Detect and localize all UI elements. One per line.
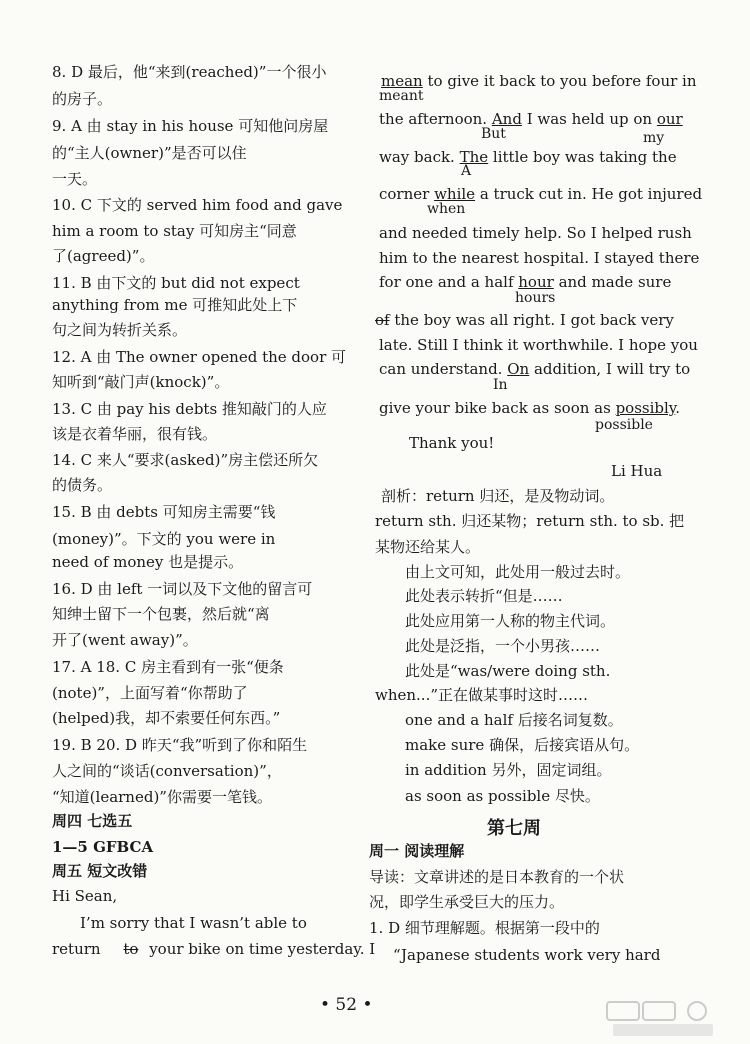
analysis-line7: 此处是泛指，一个小男孩…… <box>405 637 601 655</box>
letter-line12-a: can understand. <box>379 360 508 378</box>
analysis-line3: 某物还给某人。 <box>375 538 481 556</box>
letter-thanks: Thank you! <box>409 434 495 452</box>
answer-15-line2: (money)”。下文的 you were in <box>52 530 276 548</box>
error-and: And <box>491 110 522 128</box>
correction-when: when <box>427 201 466 217</box>
answer-14-line1: 14. C 来人“要求(asked)”房主偿还所欠 <box>52 451 319 469</box>
guide-line1: 导读：文章讲述的是日本教育的一个状 <box>369 868 625 886</box>
letter-line3-rest: to give it back to you before four in <box>422 72 697 90</box>
letter-line9-b: and made sure <box>553 273 672 291</box>
analysis-line2: return sth. 归还某物；return sth. to sb. 把 <box>375 512 685 530</box>
analysis-line10: one and a half 后接名词复数。 <box>405 711 623 729</box>
letter-line4-a: the afternoon. <box>379 110 492 128</box>
week5-heading: 周五 短文改错 <box>52 862 148 880</box>
error-possibly: possibly <box>615 399 676 417</box>
week7-title: 第七周 <box>487 818 541 839</box>
error-our: our <box>656 110 683 128</box>
letter-line13-a: give your bike back as soon as <box>379 399 616 417</box>
analysis-line12: in addition 另外，固定词组。 <box>405 761 612 779</box>
answer-8-line1: 8. D 最后，他“来到(reached)”一个很小 <box>52 63 327 81</box>
analysis-line4: 由上文可知，此处用一般过去时。 <box>405 563 631 581</box>
correction-possible: possible <box>595 417 653 433</box>
answer-16-line2: 知绅士留下一个包裹，然后就“离 <box>52 605 270 623</box>
answer-14-line2: 的债务。 <box>52 476 113 494</box>
analysis-line1: 剖析：return 归还，是及物动词。 <box>381 487 615 505</box>
page-number: • 52 • <box>320 995 373 1015</box>
answer-19-20-line2: 人之间的“谈话(conversation)”， <box>52 762 282 780</box>
letter-line5-b: little boy was taking the <box>488 148 677 166</box>
letter-line2 <box>52 940 375 958</box>
answer-17-18-line3: (helped)我，却不索要任何东西。” <box>52 709 281 727</box>
letter-word-return: return <box>52 940 101 958</box>
error-the: The <box>459 148 489 166</box>
analysis-line8: 此处是“was/were doing sth. <box>405 662 611 680</box>
answer-11-line2: anything from me 可推知此处上下 <box>52 296 298 314</box>
answer-10-line1: 10. C 下文的 served him food and gave <box>52 196 343 214</box>
correction-meant: meant <box>379 88 424 104</box>
correction-my: my <box>643 130 665 146</box>
letter-line3 <box>381 72 697 90</box>
answer-9-line3: 一天。 <box>52 170 98 188</box>
letter-line12 <box>379 360 690 378</box>
answer-13-line1: 13. C 由 pay his debts 推知敲门的人应 <box>52 400 327 418</box>
guide-line2: 况，即学生承受巨大的压力。 <box>369 893 565 911</box>
analysis-line13: as soon as possible 尽快。 <box>405 787 600 805</box>
error-mean: mean <box>381 72 423 90</box>
monday-heading: 周一 阅读理解 <box>369 842 465 860</box>
letter-line13-b: . <box>675 399 681 417</box>
error-while: while <box>434 185 476 203</box>
answer-11-line3: 句之间为转折关系。 <box>52 321 188 339</box>
analysis-line6: 此处应用第一人称的物主代词。 <box>405 612 616 630</box>
answer-10-line2: him a room to stay 可知房主“同意 <box>52 222 297 240</box>
answer-15-line1: 15. B 由 debts 可知房主需要“钱 <box>52 503 276 521</box>
letter-line4 <box>379 110 683 128</box>
letter-line5 <box>379 148 677 166</box>
correction-but: But <box>481 126 506 142</box>
struck-word-of: of <box>375 311 390 329</box>
answer-16-line3: 开了(went away)”。 <box>52 631 198 649</box>
answer-19-20-line1: 19. B 20. D 昨天“我”听到了你和陌生 <box>52 736 308 754</box>
letter-line6-b: a truck cut in. He got injured <box>475 185 703 203</box>
answer-9-line2: 的“主人(owner)”是否可以住 <box>52 144 247 162</box>
week4-answer: 1—5 GFBCA <box>52 838 154 856</box>
letter-line9-a: for one and a half <box>379 273 519 291</box>
answer-17-18-line2: (note)”，上面写着“你帮助了 <box>52 684 248 702</box>
letter-line12-b: addition, I will try to <box>529 360 691 378</box>
question1-line2: “Japanese students work very hard <box>393 946 661 964</box>
correction-a: A <box>461 163 472 179</box>
correction-in: In <box>493 377 508 393</box>
letter-line9 <box>379 273 671 291</box>
letter-line5-a: way back. <box>379 148 460 166</box>
error-hour: hour <box>518 273 554 291</box>
letter-line4-b: I was held up on <box>521 110 657 128</box>
answer-16-line1: 16. D 由 left 一词以及下文他的留言可 <box>52 580 313 598</box>
letter-line10-rest: the boy was all right. I got back very <box>389 311 674 329</box>
struck-word-to: to <box>123 940 139 958</box>
analysis-line11: make sure 确保，后接宾语从句。 <box>405 736 640 754</box>
letter-line10 <box>375 311 674 329</box>
answer-17-18-line1: 17. A 18. C 房主看到有一张“便条 <box>52 658 284 676</box>
error-on: On <box>507 360 530 378</box>
watermark-logo-graphic <box>605 1000 745 1040</box>
week4-heading: 周四 七选五 <box>52 812 133 830</box>
letter-line8: him to the nearest hospital. I stayed there <box>379 249 700 267</box>
answer-12-line1: 12. A 由 The owner opened the door 可 <box>52 348 347 366</box>
answer-19-20-line3: “知道(learned)”你需要一笔钱。 <box>52 788 272 806</box>
letter-signature: Li Hua <box>611 462 663 480</box>
answer-11-line1: 11. B 由下文的 but did not expect <box>52 274 300 292</box>
analysis-line5: 此处表示转折“但是…… <box>405 587 563 605</box>
answer-13-line2: 该是衣着华丽，很有钱。 <box>52 425 218 443</box>
analysis-line9: when...”正在做某事时这时…… <box>375 686 589 704</box>
answer-10-line3: 了(agreed)”。 <box>52 247 155 265</box>
watermark-logo <box>605 1000 745 1040</box>
answer-8-line2: 的房子。 <box>52 90 113 108</box>
answer-9-line1: 9. A 由 stay in his house 可知他问房屋 <box>52 117 329 135</box>
answer-12-line2: 知听到“敲门声(knock)”。 <box>52 373 230 391</box>
question1-line1: 1. D 细节理解题。根据第一段中的 <box>369 919 600 937</box>
answer-15-line3: need of money 也是提示。 <box>52 553 244 571</box>
letter-line7: and needed timely help. So I helped rush <box>379 224 692 242</box>
letter-line6-a: corner <box>379 185 435 203</box>
letter-line2-rest: your bike on time yesterday. I <box>149 940 376 958</box>
letter-line13 <box>379 399 680 417</box>
letter-greeting: Hi Sean, <box>52 887 118 905</box>
letter-line11: late. Still I think it worthwhile. I hope you <box>379 336 698 354</box>
correction-hours: hours <box>515 290 556 306</box>
letter-line1: I’m sorry that I wasn’t able to <box>80 914 307 932</box>
